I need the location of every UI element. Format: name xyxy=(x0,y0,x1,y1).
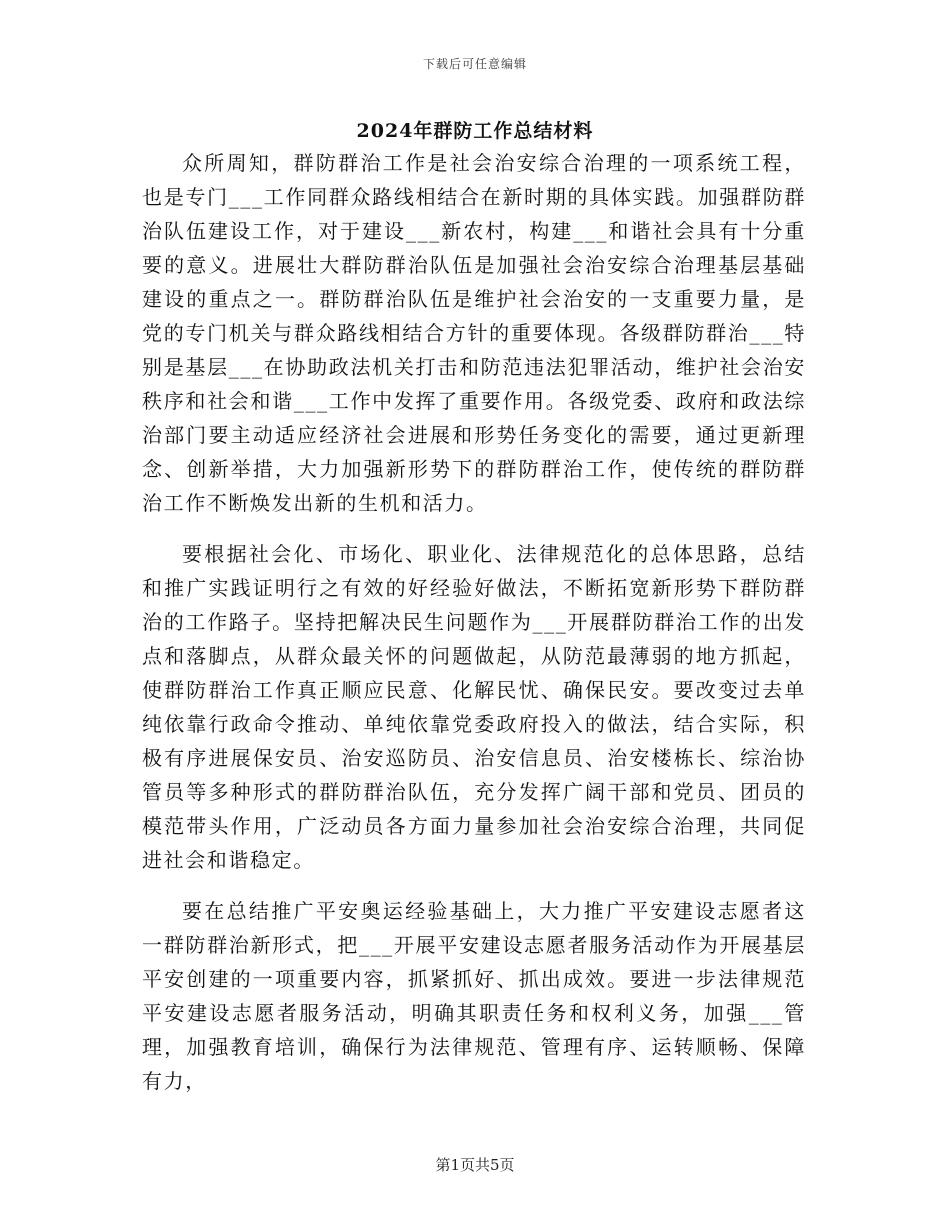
paragraph-3: 要在总结推广平安奥运经验基础上，大力推广平安建设志愿者这一群防群治新形式，把___开展平安建设志愿者服务活动作为开展基层平安创建的一项重要内容，抓紧抓好、抓出成效。要进一步法律规范平安建设志愿者服务活动，明确其职责任务和权利义务，加强___管理，加强教育培训，确保行为法律规范、管理有序、运转顺畅、保障有力， xyxy=(142,899,806,1093)
page-header-note: 下载后可任意编辑 xyxy=(422,57,527,71)
document-body xyxy=(142,146,806,1098)
paragraph-1: 众所周知，群防群治工作是社会治安综合治理的一项系统工程，也是专门___工作同群众路线相结合在新时期的具体实践。加强群防群治队伍建设工作，对于建设___新农村，构建___和谐社会具有十分重要的意义。进展壮大群防群治队伍是加强社会治安综合治理基层基础建设的重点之一。群防群治队伍是维护社会治安的一支重要力量，是党的专门机关与群众路线相结合方针的重要体现。各级群防群治___特别是基层___在协助政法机关打击和防范违法犯罪活动，维护社会治安秩序和社会和谐___工作中发挥了重要作用。各级党委、政府和政法综治部门要主动适应经济社会进展和形势任务变化的需要，通过更新理念、创新举措，大力加强新形势下的群防群治工作，使传统的群防群治工作不断焕发出新的生机和活力。 xyxy=(142,151,806,515)
document-title: 2024年群防工作总结材料 xyxy=(356,120,594,142)
paragraph-2: 要根据社会化、市场化、职业化、法律规范化的总体思路，总结和推广实践证明行之有效的好经验好做法，不断拓宽新形势下群防群治的工作路子。坚持把解决民生问题作为___开展群防群治工作的出发点和落脚点，从群众最关怀的问题做起，从防范最薄弱的地方抓起，使群防群治工作真正顺应民意、化解民忧、确保民安。要改变过去单纯依靠行政命令推动、单纯依靠党委政府投入的做法，结合实际，积极有序进展保安员、治安巡防员、治安信息员、治安楼栋长、综治协管员等多种形式的群防群治队伍，充分发挥广阔干部和党员、团员的模范带头作用，广泛动员各方面力量参加社会治安综合治理，共同促进社会和谐稳定。 xyxy=(142,542,806,872)
page-number: 第1页共5页 xyxy=(435,1156,515,1174)
